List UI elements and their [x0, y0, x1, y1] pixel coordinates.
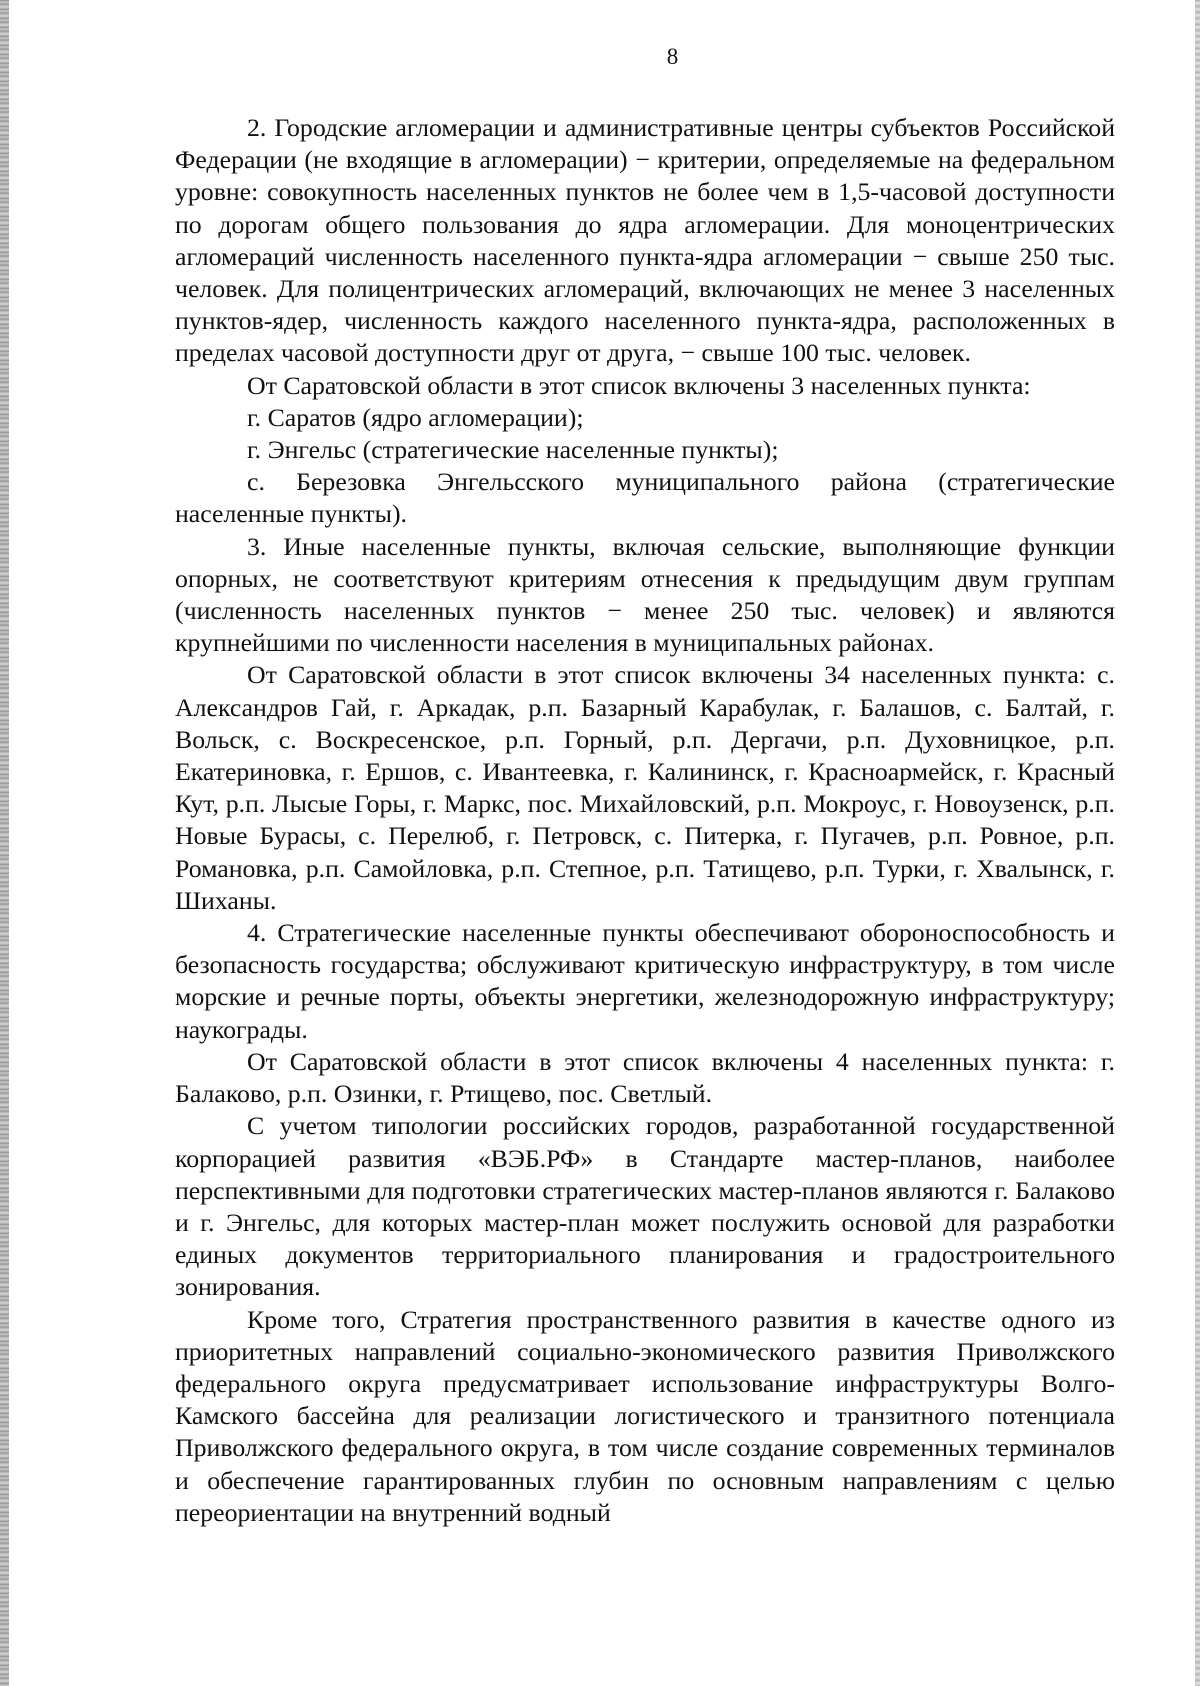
paragraph-agglomerations-criteria: 2. Городские агломерации и административные центры субъектов Российской Федерации (не входящие в агломерации) − критерии, определяемые на федеральном уровне: совокупность населенных пунктов не более чем в 1,5-часовой доступности по дорогам общего пользования до ядра агломерации. Для моноцентрических агломераций численность населенного пункта-ядра агломерации − свыше 250 тыс. человек. Для полицентрических агломераций, включающих не менее 3 населенных пунктов-ядер, численность каждого населенного пункта-ядра, расположенных в пределах часовой доступности друг от друга, − свыше 100 тыс. человек. — [175, 113, 1115, 368]
paragraph-master-plans: С учетом типологии российских городов, разработанной государственной корпорацией развития «ВЭБ.РФ» в Стандарте мастер-планов, наиболее перспективными для подготовки стратегических мастер-планов являются г. Балаково и г. Энгельс, для которых мастер-план может послужить основой для разработки единых документов территориального планирования и градостроительного зонирования. — [175, 1111, 1115, 1302]
document-body — [175, 112, 1115, 1529]
paragraph-saratov-list-4: От Саратовской области в этот список включены 4 населенных пункта: г. Балаково, р.п. Озинки, г. Ртищево, пос. Светлый. — [175, 1046, 1115, 1109]
paragraph-saratov: г. Саратов (ядро агломерации); — [247, 402, 584, 432]
paragraph-volga-kama: Кроме того, Стратегия пространственного развития в качестве одного из приоритетных направлений социально-экономического развития Приволжского федерального округа предусматривает использование инфраструктуры Волго-Камского бассейна для реализации логистического и транзитного потенциала Приволжского федерального округа, в том числе создание современных терминалов и обеспечение гарантированных глубин по основным направлениям с целью переориентации на внутренний водный — [175, 1304, 1115, 1527]
paragraph-strategic-settlements: 4. Стратегические населенные пункты обеспечивают обороноспособность и безопасность государства; обслуживают критическую инфраструктуру, в том числе морские и речные порты, объекты энергетики, железнодорожную инфраструктуру; наукограды. — [175, 918, 1115, 1044]
scan-left-edge — [0, 0, 9, 1686]
scan-right-edge — [1195, 0, 1200, 1686]
paragraph-saratov-list-3: От Саратовской области в этот список включены 3 населенных пункта: — [247, 370, 1031, 400]
paragraph-engels: г. Энгельс (стратегические населенные пункты); — [247, 435, 779, 465]
paragraph-other-settlements: 3. Иные населенные пункты, включая сельские, выполняющие функции опорных, не соответствуют критериям отнесения к предыдущим двум группам (численность населенных пунктов − менее 250 тыс. человек) и являются крупнейшими по численности населения в муниципальных районах. — [175, 531, 1115, 658]
paragraph-berezovka: с. Березовка Энгельсского муниципального района (стратегические населенные пункты). — [175, 467, 1115, 529]
paragraph-saratov-list-34: От Саратовской области в этот список включены 34 населенных пункта: с. Александров Гай, г. Аркадак, р.п. Базарный Карабулак, г. Балашов, с. Балтай, г. Вольск, с. Воскресенское, р.п. Горный, р.п. Дергачи, р.п. Духовницкое, р.п. Екатериновка, г. Ершов, с. Ивантеевка, г. Калининск, г. Красноармейск, г. Красный Кут, р.п. Лысые Горы, г. Маркс, пос. Михайловский, р.п. Мокроус, г. Новоузенск, р.п. Новые Бурасы, с. Перелюб, г. Петровск, с. Питерка, г. Пугачев, р.п. Ровное, р.п. Романовка, р.п. Самойловка, р.п. Степное, р.п. Татищево, р.п. Турки, г. Хвалынск, г. Шиханы. — [175, 660, 1115, 915]
page-number: 8 — [666, 44, 679, 69]
